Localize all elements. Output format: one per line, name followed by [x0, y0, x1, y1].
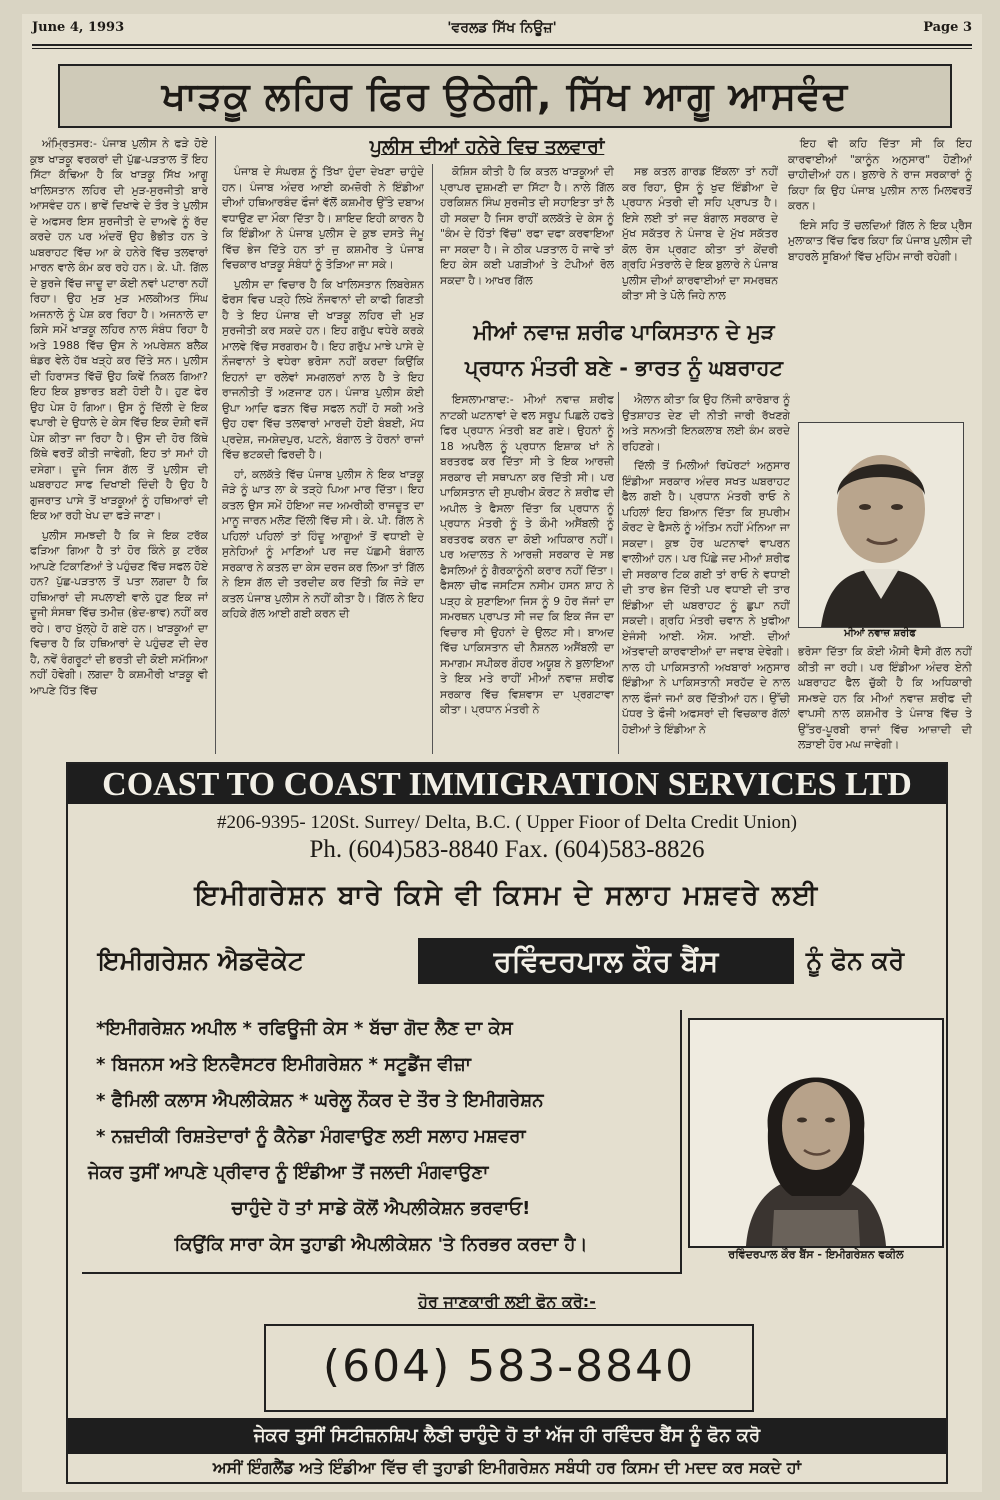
article2-headline	[444, 314, 804, 386]
article1-column-5	[788, 136, 972, 308]
article1-col2-paragraph: ਪੁਲੀਸ ਦਾ ਵਿਚਾਰ ਹੈ ਕਿ ਖਾਲਿਸਤਾਨ ਲਿਬਰੇਸ਼ਨ ਫੋਰਸ ਵਿਚ ਪੜ੍ਹੇ ਲਿਖੇ ਨੌਜਵਾਨਾਂ ਦੀ ਕਾਫੀ ਗਿਣਤੀ ਹੈ ਤੇ ਇਹ ਪੰਜਾਬ ਦੀ ਖਾੜਕੂ ਲਹਿਰ ਦੀ ਮੁੜ ਸੁਰਜੀਤੀ ਕਰ ਸਕਦੇ ਹਨ। ਇਹ ਗਰੁੱਪ ਵਧੇਰੇ ਕਰਕੇ ਮਾਲਵੇ ਵਿੱਚ ਸਰਗਰਮ ਹੈ। ਇਹ ਗਰੁੱਪ ਮਾਝੇ ਪਾਸੇ ਦੇ ਨੌਜਵਾਨਾਂ ਤੇ ਵਧੇਰਾ ਭਰੋਸਾ ਨਹੀਂ ਕਰਦਾ ਕਿਉਂਕਿ ਇਹਨਾਂ ਦਾ ਰਲੇਵਾਂ ਸਮਗਲਰਾਂ ਨਾਲ ਹੈ ਤੇ ਇਹ ਰਾਜਨੀਤੀ ਤੋਂ ਅਣਜਾਣ ਹਨ। ਪੰਜਾਬ ਪੁਲੀਸ ਕੋਈ ਉਪਾ ਆਦਿ ਫੜਨ ਵਿੱਚ ਸਫਲ ਨਹੀਂ ਹੋ ਸਕੀ ਅਤੇ ਉਹ ਹਵਾ ਵਿੱਚ ਤਲਵਾਰਾਂ ਮਾਰਦੀ ਹੋਈ ਬੰਬਈ, ਮੱਧ ਪ੍ਰਦੇਸ਼, ਜਮਸ਼ੇਦਪੁਰ, ਪਟਨੇ, ਬੰਗਾਲ ਤੇ ਹੋਰਨਾਂ ਰਾਜਾਂ ਵਿੱਚ ਭਟਕਦੀ ਫਿਰਦੀ ਹੈ।	[222, 277, 424, 461]
ad-advocate-suffix: ਨੂੰ ਫੋਨ ਕਰੋ	[806, 946, 905, 975]
article1-col3-paragraph: ਕੋਸ਼ਿਸ ਕੀਤੀ ਹੈ ਕਿ ਕਤਲ ਖਾੜਕੂਆਂ ਦੀ ਪ੍ਰਾਪਰ ਦੁਸ਼ਮਣੀ ਦਾ ਸਿੱਟਾ ਹੈ। ਨਾਲੇ ਗਿੱਲ ਹਰਕਿਸ਼ਨ ਸਿੰਘ ਸੁਰਜੀਤ ਦੀ ਸਹਾਇਤਾ ਤਾਂ ਲੈ ਹੀ ਸਕਦਾ ਹੈ ਜਿਸ ਰਾਹੀਂ ਕਲਕੱਤੇ ਦੇ ਕੇਸ ਨੂੰ "ਕੰਮ ਦੇ ਹਿੱਤਾਂ ਵਿੱਚ" ਰਫਾ ਦਫਾ ਕਰਵਾਇਆ ਜਾ ਸਕਦਾ ਹੈ। ਜੇ ਠੀਕ ਪੜਤਾਲ ਹੋ ਜਾਵੇ ਤਾਂ ਇਹ ਕੇਸ ਕਈ ਪਗੜੀਆਂ ਤੇ ਟੋਪੀਆਂ ਰੋਲ ਸਕਦਾ ਹੈ। ਆਖਰ ਗਿੱਲ	[440, 165, 614, 287]
ad-more-info: ਹੋਰ ਜਾਣਕਾਰੀ ਲਈ ਫੋਨ ਕਰੋ:-	[418, 1292, 596, 1311]
ad-service-line: * ਫੈਮਿਲੀ ਕਲਾਸ ਐਪਲੀਕੇਸ਼ਨ * ਘਰੇਲੂ ਨੌਕਰ ਦੇ ਤੌਰ ਤੇ ਇਮੀਗਰੇਸ਼ਨ	[96, 1090, 544, 1111]
ad-family-line: ਚਾਹੁੰਦੇ ਹੋ ਤਾਂ ਸਾਡੇ ਕੋਲੋਂ ਐਪਲੀਕੇਸ਼ਨ ਭਰਵਾਓ!	[231, 1198, 531, 1219]
ad-advocate-name: ਰਵਿੰਦਰਪਾਲ ਕੌਰ ਬੈਂਸ	[418, 938, 794, 984]
ad-england-line: ਅਸੀਂ ਇੰਗਲੈਂਡ ਅਤੇ ਇੰਡੀਆ ਵਿੱਚ ਵੀ ਤੁਹਾਡੀ ਇਮੀਗਰੇਸ਼ਨ ਸਬੰਧੀ ਹਰ ਕਿਸਮ ਦੀ ਮਦਦ ਕਰ ਸਕਦੇ ਹਾਂ	[212, 1458, 802, 1477]
nawaz-sharif-photo	[798, 422, 964, 628]
advocate-photo	[688, 1018, 944, 1248]
ad-family-line: ਜੇਕਰ ਤੁਸੀਂ ਆਪਣੇ ਪ੍ਰੀਵਾਰ ਨੂੰ ਇੰਡੀਆ ਤੋਂ ਜਲਦੀ ਮੰਗਵਾਉਣਾ	[88, 1162, 489, 1183]
article1-col2-paragraph: ਪੰਜਾਬ ਦੇ ਸੰਘਰਸ਼ ਨੂੰ ਤਿੱਖਾ ਹੁੰਦਾ ਦੇਖਣਾ ਚਾਹੁੰਦੇ ਹਨ। ਪੰਜਾਬ ਅੰਦਰ ਆਈ ਕਮਜ਼ੋਰੀ ਨੇ ਇੰਡੀਆ ਦੀਆਂ ਹਥਿਆਰਬੰਦ ਫੌਜਾਂ ਵੱਲੋਂ ਕਸ਼ਮੀਰ ਉੱਤੇ ਦਬਾਅ ਵਧਾਉਣ ਦਾ ਮੌਕਾ ਦਿੱਤਾ ਹੈ। ਸ਼ਾਇਦ ਇਹੀ ਕਾਰਨ ਹੈ ਕਿ ਇੰਡੀਆ ਨੇ ਪੰਜਾਬ ਪੁਲੀਸ ਦੇ ਕੁਝ ਦਸਤੇ ਜੰਮੂ ਵਿੱਚ ਭੇਜ ਦਿੱਤੇ ਹਨ ਤਾਂ ਜੁ ਕਸ਼ਮੀਰ ਤੇ ਪੰਜਾਬ ਵਿਚਕਾਰ ਖਾੜਕੂ ਸੰਬੰਧਾਂ ਨੂੰ ਤੋੜਿਆ ਜਾ ਸਕੇ।	[222, 165, 424, 271]
column-divider	[618, 392, 619, 754]
ad-advocate-prefix: ਇਮੀਗਰੇਸ਼ਨ ਐਡਵੋਕੇਟ	[98, 946, 304, 975]
nawaz-sharif-caption: ਮੀਆਂ ਨਵਾਜ਼ ਸ਼ਰੀਫ	[844, 628, 916, 639]
issue-date: June 4, 1993	[32, 20, 125, 35]
article2-column-2	[622, 392, 790, 754]
immigration-advertisement	[66, 762, 948, 1484]
ad-service-line: *ਇਮੀਗਰੇਸ਼ਨ ਅਪੀਲ * ਰਫਿਊਜੀ ਕੇਸ * ਬੱਚਾ ਗੋਦ ਲੈਣ ਦਾ ਕੇਸ	[96, 1018, 513, 1039]
ad-services-box	[82, 1010, 682, 1274]
ad-family-line: ਕਿਉਂਕਿ ਸਾਰਾ ਕੇਸ ਤੁਹਾਡੀ ਐਪਲੀਕੇਸ਼ਨ 'ਤੇ ਨਿਰਭਰ ਕਰਦਾ ਹੈ।	[174, 1234, 588, 1255]
column-divider	[432, 164, 433, 754]
ad-consultation-line: ਇਮੀਗਰੇਸ਼ਨ ਬਾਰੇ ਕਿਸੇ ਵੀ ਕਿਸਮ ਦੇ ਸਲਾਹ ਮਸ਼ਵਰੇ ਲਈ	[194, 880, 820, 911]
page-number: Page 3	[923, 20, 972, 35]
article2-column-3	[798, 644, 972, 756]
masthead-rule-thin	[32, 48, 972, 49]
article2-col2-paragraph: ਐਲਾਨ ਕੀਤਾ ਕਿ ਉਹ ਨਿੱਜੀ ਕਾਰੋਬਾਰ ਨੂੰ ਉਤਸ਼ਾਹਤ ਦੇਣ ਦੀ ਨੀਤੀ ਜਾਰੀ ਰੱਖਣਗੇ ਅਤੇ ਸਨਅਤੀ ਇਨਕਲਾਬ ਲਈ ਕੰਮ ਕਰਦੇ ਰਹਿਣਗੇ।	[622, 393, 790, 453]
newspaper-page	[22, 14, 982, 1492]
masthead-rule	[32, 44, 972, 46]
article1-column-1	[30, 136, 208, 754]
article1-col4-paragraph: ਸਭ ਕਤਲ ਗਾਰਡ ਇੱਕਲਾ ਤਾਂ ਨਹੀਂ ਕਰ ਰਿਹਾ, ਉਸ ਨੂੰ ਖੁਦ ਇੰਡੀਆ ਦੇ ਪ੍ਰਧਾਨ ਮੰਤਰੀ ਦੀ ਸਹਿ ਪ੍ਰਾਪਤ ਹੈ। ਇਸੇ ਲਈ ਤਾਂ ਜਦ ਬੰਗਾਲ ਸਰਕਾਰ ਦੇ ਮੁੱਖ ਸਕੱਤਰ ਨੇ ਪੰਜਾਬ ਦੇ ਮੁੱਖ ਸਕੱਤਰ ਕੋਲ ਰੋਸ ਪ੍ਰਗਟ ਕੀਤਾ ਤਾਂ ਕੇਂਦਰੀ ਗ੍ਰਹਿ ਮੰਤਰਾਲੇ ਦੇ ਇਕ ਬੁਲਾਰੇ ਨੇ ਪੰਜਾਬ ਪੁਲੀਸ ਦੀਆਂ ਕਾਰਵਾਈਆਂ ਦਾ ਸਮਰਥਨ ਕੀਤਾ ਸੀ ਤੇ ਪੋਲੇ ਜਿਹੇ ਨਾਲ	[622, 165, 778, 302]
ad-service-line: * ਬਿਜਨਸ ਅਤੇ ਇਨਵੈਸਟਰ ਇਮੀਗਰੇਸ਼ਨ * ਸਟੂਡੈਂਜ ਵੀਜ਼ਾ	[96, 1054, 471, 1075]
ad-big-phone: (604) 583-8840	[264, 1324, 754, 1412]
article1-column-2	[222, 164, 424, 754]
masthead	[32, 18, 972, 46]
subheadline: ਪੁਲੀਸ ਦੀਆਂ ਹਨੇਰੇ ਵਿਚ ਤਲਵਾਰਾਂ	[369, 136, 605, 158]
article1-column-4	[622, 164, 778, 306]
paper-name: 'ਵਰਲਡ ਸਿੱਖ ਨਿਊਜ਼'	[447, 20, 557, 36]
article1-col5-paragraph: ਇਹ ਵੀ ਕਹਿ ਦਿੱਤਾ ਸੀ ਕਿ ਇਹ ਕਾਰਵਾਈਆਂ "ਕਾਨੂੰਨ ਅਨੁਸਾਰ" ਹੋਣੀਆਂ ਚਾਹੀਦੀਆਂ ਹਨ। ਬੁਲਾਰੇ ਨੇ ਰਾਜ ਸਰਕਾਰਾਂ ਨੂੰ ਕਿਹਾ ਕਿ ਉਹ ਪੰਜਾਬ ਪੁਲੀਸ ਨਾਲ ਮਿਲਵਰਤੋਂ ਕਰਨ।	[788, 137, 972, 212]
article2-headline-line1: ਮੀਆਂ ਨਵਾਜ਼ ਸ਼ਰੀਫ ਪਾਕਿਸਤਾਨ ਦੇ ਮੁੜ	[473, 320, 775, 344]
advocate-caption: ਰਵਿੰਦਰਪਾਲ ਕੌਰ ਬੈਂਸ - ਇਮੀਗਰੇਸ਼ਨ ਵਕੀਲ	[728, 1248, 904, 1261]
article2-col1-paragraph: ਇਸਲਾਮਾਬਾਦ:- ਮੀਆਂ ਨਵਾਜ਼ ਸ਼ਰੀਫ ਨਾਟਕੀ ਘਟਨਾਵਾਂ ਦੇ ਵਲ ਸਰੂਪ ਪਿਛਲੇ ਹਫਤੇ ਫਿਰ ਪ੍ਰਧਾਨ ਮੰਤਰੀ ਬਣ ਗਏ। ਉਹਨਾਂ ਨੂੰ 18 ਅਪਰੈਲ ਨੂੰ ਪ੍ਰਧਾਨ ਇਸ਼ਾਕ ਖਾਂ ਨੇ ਬਰਤਰਫ ਕਰ ਦਿੱਤਾ ਸੀ ਤੇ ਇਕ ਆਰਜ਼ੀ ਸਰਕਾਰ ਦੀ ਸਥਾਪਨਾ ਕਰ ਦਿੱਤੀ ਸੀ। ਪਰ ਪਾਕਿਸਤਾਨ ਦੀ ਸੁਪਰੀਮ ਕੋਰਟ ਨੇ ਸ਼ਰੀਫ ਦੀ ਅਪੀਲ ਤੇ ਫੈਸਲਾ ਦਿੱਤਾ ਕਿ ਪ੍ਰਧਾਨ ਨੂੰ ਪ੍ਰਧਾਨ ਮੰਤਰੀ ਨੂੰ ਤੇ ਕੌਮੀ ਅਸੈਂਬਲੀ ਨੂੰ ਬਰਤਰਫ ਕਰਨ ਦਾ ਕੋਈ ਅਧਿਕਾਰ ਨਹੀਂ। ਪਰ ਅਦਾਲਤ ਨੇ ਆਰਜ਼ੀ ਸਰਕਾਰ ਦੇ ਸਭ ਫੈਸਲਿਆਂ ਨੂੰ ਗੈਰਕਾਨੂੰਨੀ ਕਰਾਰ ਨਹੀਂ ਦਿੱਤਾ। ਫੈਸਲਾ ਚੀਫ ਜਸਟਿਸ ਨਸੀਮ ਹਸਨ ਸ਼ਾਹ ਨੇ ਪੜ੍ਹ ਕੇ ਸੁਣਾਇਆ ਜਿਸ ਨੂੰ 9 ਹੋਰ ਜੱਜਾਂ ਦਾ ਸਮਰਥਨ ਪ੍ਰਾਪਤ ਸੀ ਜਦ ਕਿ ਇਕ ਜੱਜ ਦਾ ਵਿਚਾਰ ਸੀ ਉਹਨਾਂ ਦੇ ਉਲਟ ਸੀ। ਬਾਅਦ ਵਿੱਚ ਪਾਕਿਸਤਾਨ ਦੀ ਨੈਸ਼ਨਲ ਅਸੈਂਬਲੀ ਦਾ ਸਮਾਗਮ ਸਪੀਕਰ ਗੌਹਰ ਅਯੂਬ ਨੇ ਬੁਲਾਇਆ ਤੇ ਇਕ ਮਤੇ ਰਾਹੀਂ ਮੀਆਂ ਨਵਾਜ਼ ਸ਼ਰੀਫ ਸਰਕਾਰ ਵਿੱਚ ਵਿਸ਼ਵਾਸ ਦਾ ਪ੍ਰਗਟਾਵਾ ਕੀਤਾ। ਪ੍ਰਧਾਨ ਮੰਤਰੀ ਨੇ	[440, 393, 614, 716]
column-divider	[215, 136, 216, 754]
article1-col1-paragraph: ਪੁਲੀਸ ਸਮਝਦੀ ਹੈ ਕਿ ਜੇ ਇਕ ਟਰੱਕ ਫੜਿਆ ਗਿਆ ਹੈ ਤਾਂ ਹੋਰ ਕਿੰਨੇ ਕੁ ਟਰੱਕ ਆਪਣੇ ਟਿਕਾਣਿਆਂ ਤੇ ਪਹੁੰਚਣ ਵਿੱਚ ਸਫਲ ਹੋਏ ਹਨ? ਪੁੱਛ-ਪੜਤਾਲ ਤੋਂ ਪਤਾ ਲਗਦਾ ਹੈ ਕਿ ਹਥਿਆਰਾਂ ਦੀ ਸਪਲਾਈ ਵਾਲੇ ਹੁਣ ਇਕ ਜਾਂ ਦੂਜੀ ਸੰਸਥਾ ਵਿੱਚ ਤਮੀਜ਼ (ਭੇਦ-ਭਾਵ) ਨਹੀਂ ਕਰ ਰਹੇ। ਰਾਹ ਖੁੱਲ੍ਹੇ ਹੋ ਗਏ ਹਨ। ਖਾੜਕੂਆਂ ਦਾ ਵਿਚਾਰ ਹੈ ਕਿ ਹਥਿਆਰਾਂ ਦੇ ਪਹੁੰਚਣ ਦੀ ਦੇਰ ਹੈ, ਨਵੇਂ ਰੰਗਰੂਟਾਂ ਦੀ ਭਰਤੀ ਦੀ ਕੋਈ ਸਮੱਸਿਆ ਨਹੀਂ ਹੋਵੇਗੀ। ਲਗਦਾ ਹੈ ਕਸ਼ਮੀਰੀ ਖਾੜਕੂ ਵੀ ਆਪਣੇ ਹਿੱਤ ਵਿੱਚ	[30, 528, 208, 697]
portrait-image	[690, 1020, 942, 1246]
main-headline: ਖਾੜਕੂ ਲਹਿਰ ਫਿਰ ਉਠੇਗੀ, ਸਿੱਖ ਆਗੂ ਆਸਵੰਦ	[58, 64, 952, 128]
article1-column-3	[440, 164, 614, 306]
ad-citizenship-line: ਜੇਕਰ ਤੁਸੀਂ ਸਿਟੀਜ਼ਨਸ਼ਿਪ ਲੈਣੀ ਚਾਹੁੰਦੇ ਹੋ ਤਾਂ ਅੱਜ ਹੀ ਰਵਿੰਦਰ ਬੈਂਸ ਨੂੰ ਫੋਨ ਕਰੋ	[68, 1418, 946, 1454]
ad-phone-fax: Ph. (604)583-8840 Fax. (604)583-8826	[309, 836, 705, 863]
article2-col2-paragraph: ਦਿੱਲੀ ਤੋਂ ਮਿਲੀਆਂ ਰਿਪੋਰਟਾਂ ਅਨੁਸਾਰ ਇੰਡੀਆ ਸਰਕਾਰ ਅੰਦਰ ਸਖਤ ਘਬਰਾਹਟ ਫੈਲ ਗਈ ਹੈ। ਪ੍ਰਧਾਨ ਮੰਤਰੀ ਰਾਓ ਨੇ ਪਹਿਲਾਂ ਇਹ ਬਿਆਨ ਦਿੱਤਾ ਕਿ ਸੁਪਰੀਮ ਕੋਰਟ ਦੇ ਫੈਸਲੇ ਨੂੰ ਅੰਤਿਮ ਨਹੀਂ ਮੰਨਿਆ ਜਾ ਸਕਦਾ। ਕੁਝ ਹੋਰ ਘਟਨਾਵਾਂ ਵਾਪਰਨ ਵਾਲੀਆਂ ਹਨ। ਪਰ ਪਿੱਛੇ ਜਦ ਮੀਆਂ ਸ਼ਰੀਫ ਦੀ ਸਰਕਾਰ ਟਿਕ ਗਈ ਤਾਂ ਰਾਓ ਨੇ ਵਧਾਈ ਦੀ ਤਾਰ ਭੇਜ ਦਿੱਤੀ ਪਰ ਵਧਾਈ ਦੀ ਤਾਰ ਇੰਡੀਆ ਦੀ ਘਬਰਾਹਟ ਨੂੰ ਛੁਪਾ ਨਹੀਂ ਸਕਦੀ। ਗ੍ਰਹਿ ਮੰਤਰੀ ਚਵਾਨ ਨੇ ਖੁਫੀਆ ਏਜੰਸੀ ਆਈ. ਐਸ. ਆਈ. ਦੀਆਂ ਅੱਤਵਾਦੀ ਕਾਰਵਾਈਆਂ ਦਾ ਜਵਾਬ ਦੇਵੇਗੀ। ਨਾਲ ਹੀ ਪਾਕਿਸਤਾਨੀ ਅਖਬਾਰਾਂ ਅਨੁਸਾਰ ਇੰਡੀਆ ਨੇ ਪਾਕਿਸਤਾਨੀ ਸਰਹੱਦ ਦੇ ਨਾਲ ਨਾਲ ਫੌਜਾਂ ਜਮਾਂ ਕਰ ਦਿੱਤੀਆਂ ਹਨ। ਉੱਚੀ ਪੱਧਰ ਤੇ ਫੌਜੀ ਅਫਸਰਾਂ ਦੀ ਵਿਚਕਾਰ ਗੱਲਾਂ ਹੋਈਆਂ ਤੇ ਇੰਡੀਆ ਨੇ	[622, 459, 790, 736]
article2-col3-paragraph: ਭਰੋਸਾ ਦਿੱਤਾ ਕਿ ਕੋਈ ਐਸੀ ਵੈਸੀ ਗੱਲ ਨਹੀਂ ਕੀਤੀ ਜਾ ਰਹੀ। ਪਰ ਇੰਡੀਆ ਅੰਦਰ ਏਨੀ ਘਬਰਾਹਟ ਫੈਲ ਚੁੱਕੀ ਹੈ ਕਿ ਅਧਿਕਾਰੀ ਸਮਝਦੇ ਹਨ ਕਿ ਮੀਆਂ ਨਵਾਜ਼ ਸ਼ਰੀਫ ਦੀ ਵਾਪਸੀ ਨਾਲ ਕਸ਼ਮੀਰ ਤੇ ਪੰਜਾਬ ਵਿੱਚ ਤੇ ਉੱਤਰ-ਪੂਰਬੀ ਰਾਜਾਂ ਵਿੱਚ ਆਜ਼ਾਦੀ ਦੀ ਲੜਾਈ ਹੋਰ ਮਘ ਜਾਵੇਗੀ।	[798, 645, 972, 751]
ad-company-name: COAST TO COAST IMMIGRATION SERVICES LTD	[68, 764, 946, 804]
article2-headline-line2: ਪ੍ਰਧਾਨ ਮੰਤਰੀ ਬਣੇ - ਭਾਰਤ ਨੂੰ ਘਬਰਾਹਟ	[465, 356, 783, 380]
article1-col5-paragraph: ਇਸੇ ਸਹਿ ਤੋਂ ਚਲਦਿਆਂ ਗਿੱਲ ਨੇ ਇਕ ਪ੍ਰੈਸ ਮੁਲਾਕਾਤ ਵਿੱਚ ਫਿਰ ਕਿਹਾ ਕਿ ਪੰਜਾਬ ਪੁਲੀਸ ਦੀ ਬਾਹਰਲੇ ਸੂਬਿਆਂ ਵਿੱਚ ਮੁਹਿੰਮ ਜਾਰੀ ਰਹੇਗੀ।	[788, 218, 972, 263]
article1-col2-paragraph: ਹਾਂ, ਕਲਕੱਤੇ ਵਿੱਚ ਪੰਜਾਬ ਪੁਲੀਸ ਨੇ ਇਕ ਖਾੜਕੂ ਜੋੜੇ ਨੂੰ ਘਾਤ ਲਾ ਕੇ ਤੜ੍ਹੇ ਪਿਆ ਮਾਰ ਦਿੱਤਾ। ਇਹ ਕਤਲ ਉਸ ਸਮੇਂ ਹੋਇਆ ਜਦ ਅਮਰੀਕੀ ਰਾਜਦੂਤ ਦਾ ਮਾਨੂ ਜਾਰਨ ਮਲੋਣ ਦਿੱਲੀ ਵਿੱਚ ਸੀ। ਕੇ. ਪੀ. ਗਿੱਲ ਨੇ ਪਹਿਲਾਂ ਪਹਿਲਾਂ ਤਾਂ ਹਿੰਦੂ ਆਗੂਆਂ ਤੋਂ ਵਧਾਈ ਦੇ ਸੁਨੇਹਿਆਂ ਨੂੰ ਮਾਣਿਆਂ ਪਰ ਜਦ ਪੱਛਮੀ ਬੰਗਾਲ ਸਰਕਾਰ ਨੇ ਕਤਲ ਦਾ ਕੇਸ ਦਰਜ ਕਰ ਲਿਆ ਤਾਂ ਗਿੱਲ ਨੇ ਇਸ ਗੱਲ ਦੀ ਤਰਦੀਦ ਕਰ ਦਿੱਤੀ ਕਿ ਜੋੜੇ ਦਾ ਕਤਲ ਪੰਜਾਬ ਪੁਲੀਸ ਨੇ ਨਹੀਂ ਕੀਤਾ ਹੈ। ਗਿੱਲ ਨੇ ਇਹ ਕਹਿਕੇ ਗੱਲ ਆਈ ਗਈ ਕਰਨ ਦੀ	[222, 467, 424, 620]
portrait-image	[799, 423, 963, 627]
ad-service-line: * ਨਜ਼ਦੀਕੀ ਰਿਸ਼ਤੇਦਾਰਾਂ ਨੂੰ ਕੈਨੇਡਾ ਮੰਗਵਾਉਣ ਲਈ ਸਲਾਹ ਮਸ਼ਵਰਾ	[96, 1126, 526, 1147]
article1-col1-paragraph: ਅੰਮ੍ਰਿਤਸਰ:- ਪੰਜਾਬ ਪੁਲੀਸ ਨੇ ਫੜੇ ਹੋਏ ਕੁਝ ਖਾੜਕੂ ਵਰਕਰਾਂ ਦੀ ਪੁੱਛ-ਪੜਤਾਲ ਤੋਂ ਇਹ ਸਿੱਟਾ ਕੱਢਿਆ ਹੈ ਕਿ ਖਾੜਕੂ ਸਿੱਖ ਆਗੂ ਖਾਲਿਸਤਾਨ ਲਹਿਰ ਦੀ ਮੁੜ-ਸੁਰਜੀਤੀ ਬਾਰੇ ਆਸਵੰਦ ਹਨ। ਭਾਵੇਂ ਦਿਖਾਵੇ ਦੇ ਤੌਰ ਤੇ ਪੁਲੀਸ ਦੇ ਅਫਸਰ ਇਸ ਸੁਰਜੀਤੀ ਦੇ ਦਾਅਵੇ ਨੂੰ ਰੱਦ ਕਰਦੇ ਹਨ ਪਰ ਅੰਦਰੋਂ ਉਹ ਭੈਭੀਤ ਹਨ ਤੇ ਘਬਰਾਹਟ ਵਿੱਚ ਆ ਕੇ ਹਨੇਰੇ ਵਿੱਚ ਤਲਵਾਰਾਂ ਮਾਰਨ ਵਾਲੇ ਕੰਮ ਕਰ ਰਹੇ ਹਨ। ਕੇ. ਪੀ. ਗਿੱਲ ਦੇ ਬੁਰਜੇ ਵਿੱਚ ਜਾਦੂ ਦਾ ਕੋਈ ਨਵਾਂ ਪਟਾਰਾ ਨਹੀਂ ਰਿਹਾ। ਉਹ ਮੁੜ ਮੁੜ ਮਲਕੀਅਤ ਸਿੰਘ ਅਜਨਾਲੇ ਨੂੰ ਪੇਸ਼ ਕਰ ਰਿਹਾ ਹੈ। ਅਜਨਾਲੇ ਦਾ ਕਿਸੇ ਸਮੇਂ ਖਾੜਕੂ ਲਹਿਰ ਨਾਲ ਸੰਬੰਧ ਰਿਹਾ ਹੈ ਅਤੇ 1988 ਵਿੱਚ ਉਸ ਨੇ ਅਪਰੇਸ਼ਨ ਬਲੈਕ ਥੰਡਰ ਵੇਲੇ ਹੱਥ ਖੜ੍ਹੇ ਕਰ ਦਿੱਤੇ ਸਨ। ਪੁਲੀਸ ਦੀ ਹਿਰਾਸਤ ਵਿੱਚੋਂ ਉਹ ਕਿਵੇਂ ਨਿਕਲ ਗਿਆ? ਇਹ ਇਕ ਬੁਝਾਰਤ ਬਣੀ ਹੋਈ ਹੈ। ਹੁਣ ਫੇਰ ਉਹ ਪੇਸ਼ ਹੋ ਗਿਆ। ਉਸ ਨੂੰ ਦਿੱਲੀ ਦੇ ਇਕ ਵਪਾਰੀ ਦੇ ਉਧਾਲੇ ਦੇ ਕੇਸ ਵਿੱਚ ਇਕ ਦੋਸ਼ੀ ਵਜੋਂ ਪੇਸ਼ ਕੀਤਾ ਜਾ ਰਿਹਾ ਹੈ। ਉਸ ਦੀ ਹੋਰ ਕਿੱਥੇ ਕਿੱਥੇ ਵਰਤੋਂ ਕੀਤੀ ਜਾਵੇਗੀ, ਇਹ ਤਾਂ ਸਮਾਂ ਹੀ ਦਸੇਗਾ। ਦੂਜੇ ਜਿਸ ਗੱਲ ਤੋਂ ਪੁਲੀਸ ਦੀ ਘਬਰਾਹਟ ਸਾਫ ਦਿਖਾਈ ਦਿੰਦੀ ਹੈ ਉਹ ਹੈ ਗੁਜਰਾਤ ਪਾਸੇ ਤੋਂ ਖਾੜਕੂਆਂ ਨੂੰ ਹਥਿਆਰਾਂ ਦੀ ਇਕ ਆ ਰਹੀ ਖੇਪ ਦਾ ਫੜੇ ਜਾਣਾ।	[30, 137, 208, 522]
ad-address: #206-9395- 120St. Surrey/ Delta, B.C. ( Upper Fioor of Delta Credit Union)	[217, 812, 797, 833]
article2-column-1	[440, 392, 614, 754]
